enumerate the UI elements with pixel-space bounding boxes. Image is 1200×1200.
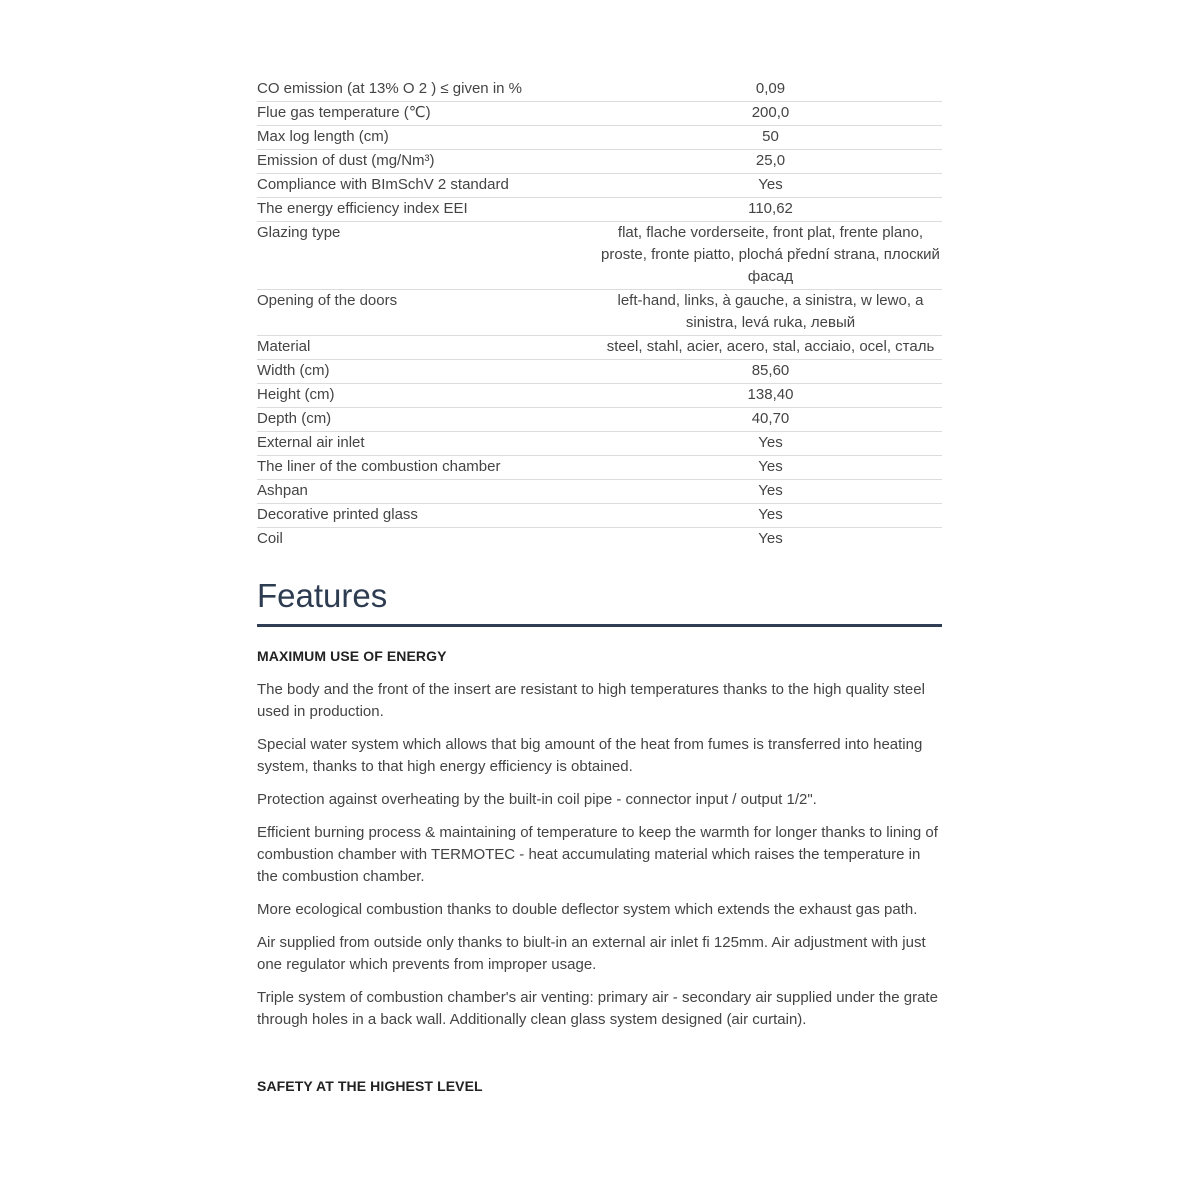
spec-label: Compliance with BImSchV 2 standard [257,176,509,193]
feature-paragraph: Air supplied from outside only thanks to biult-in an external air inlet fi 125mm. Air adjustment with just one regulator which prevents from improper usage. [257,934,926,973]
specification-table [257,78,942,551]
spec-label: Ashpan [257,482,308,499]
section-heading-energy: MAXIMUM USE OF ENERGY [257,648,447,664]
spec-value: Yes [758,482,783,499]
spec-value: 85,60 [751,362,790,379]
table-row [257,290,942,336]
spec-label: The energy efficiency index EEI [257,200,468,217]
feature-paragraph: More ecological combustion thanks to double deflector system which extends the exhaust gas path. [257,901,918,918]
table-row [257,480,942,504]
table-row [257,102,942,126]
table-row [257,456,942,480]
table-row [257,384,942,408]
table-row [257,360,942,384]
spec-label: Flue gas temperature (℃) [257,104,431,121]
table-row [257,126,942,150]
section-heading-safety: SAFETY AT THE HIGHEST LEVEL [257,1078,483,1094]
spec-value: Yes [758,176,783,193]
spec-value: steel, stahl, acier, acero, stal, acciaio, ocel, сталь [606,338,935,355]
spec-label: CO emission (at 13% O 2 ) ≤ given in % [257,80,522,97]
table-row [257,504,942,528]
spec-label: Height (cm) [257,386,335,403]
table-row [257,432,942,456]
spec-value: 138,40 [747,386,794,403]
table-row [257,528,942,552]
feature-paragraph: Triple system of combustion chamber's air venting: primary air - secondary air supplied under the grate through holes in a back wall. Additionally clean glass system designed (air curtain). [257,989,938,1028]
features-heading: Features [257,576,942,627]
spec-value: 40,70 [751,410,790,427]
table-row [257,150,942,174]
spec-label: Material [257,338,311,355]
spec-label: Coil [257,530,283,547]
spec-value: 50 [762,128,779,145]
spec-value: left-hand, links, à gauche, a sinistra, w lewo, a sinistra, levá ruka, левый [617,292,924,331]
product-details [257,78,942,1095]
table-row [257,222,942,290]
table-row [257,198,942,222]
spec-value: flat, flache vorderseite, front plat, frente plano, proste, fronte piatto, plochá přední strana, плоский фасад [601,224,940,285]
spec-value: Yes [758,506,783,523]
spec-label: Decorative printed glass [257,506,418,523]
spec-value: Yes [758,434,783,451]
spec-value: Yes [758,458,783,475]
spec-label: Max log length (cm) [257,128,389,145]
feature-paragraph: The body and the front of the insert are resistant to high temperatures thanks to the high quality steel used in production. [257,681,925,720]
spec-label: Depth (cm) [257,410,332,427]
spec-value: 110,62 [748,200,793,217]
table-row [257,408,942,432]
feature-paragraph: Special water system which allows that big amount of the heat from fumes is transferred into heating system, thanks to that high energy efficiency is obtained. [257,736,923,775]
spec-label: External air inlet [257,434,365,451]
feature-paragraph: Efficient burning process & maintaining of temperature to keep the warmth for longer thanks to lining of combustion chamber with TERMOTEC - heat accumulating material which raises the temperature in the combustion chamber. [257,824,938,885]
spec-value: 200,0 [751,104,790,121]
feature-paragraph: Protection against overheating by the built-in coil pipe - connector input / output 1/2". [257,791,817,808]
features-paragraphs [257,679,942,1031]
table-row [257,174,942,198]
spec-label: Glazing type [257,224,341,241]
spec-value: 0,09 [755,80,786,97]
spec-value: Yes [758,530,783,547]
spec-label: The liner of the combustion chamber [257,458,501,475]
spec-value: 25,0 [755,152,786,169]
table-row [257,336,942,360]
spec-label: Width (cm) [257,362,330,379]
spec-label: Opening of the doors [257,292,398,309]
spec-label: Emission of dust (mg/Nm³) [257,152,435,169]
table-row [257,78,942,102]
